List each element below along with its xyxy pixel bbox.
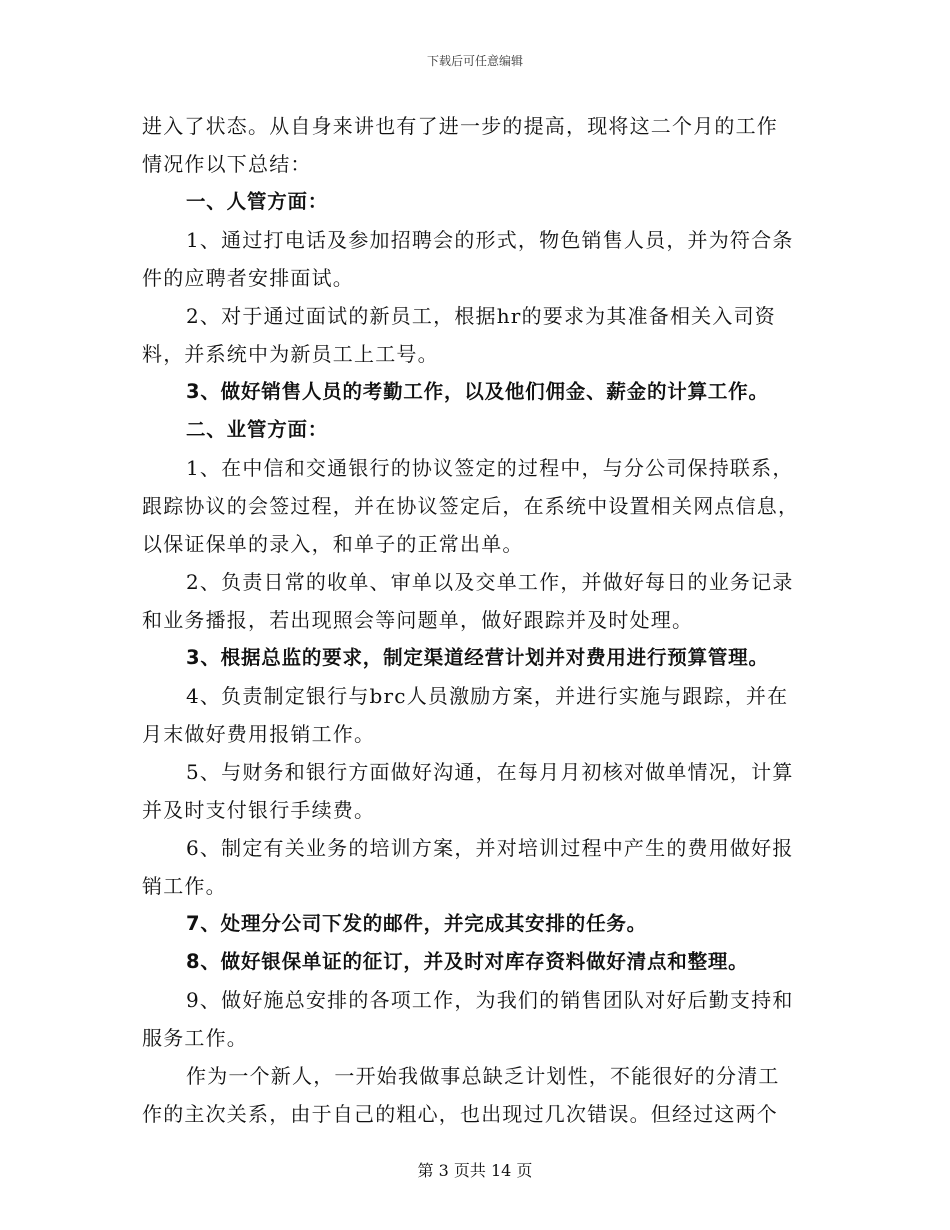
paragraph-line: 料，并系统中为新员工上工号。 <box>142 342 439 366</box>
page-header: 下载后可任意编辑 <box>426 54 523 68</box>
paragraph-line: 2、负责日常的收单、审单以及交单工作，并做好每日的业务记录 <box>186 570 794 594</box>
paragraph-line: 1、通过打电话及参加招聘会的形式，物色销售人员，并为符合条 <box>186 228 794 252</box>
paragraph-line: 5、与财务和银行方面做好沟通，在每月月初核对做单情况，计算 <box>186 760 794 784</box>
paragraph-line: 进入了状态。从自身来讲也有了进一步的提高，现将这二个月的工作 <box>142 114 778 138</box>
paragraph-line: 并及时支付银行手续费。 <box>142 798 376 822</box>
paragraph-line: 作为一个新人，一开始我做事总缺乏计划性，不能很好的分清工 <box>186 1064 780 1088</box>
section-heading: 一、人管方面： <box>186 190 329 213</box>
bold-item: 3、做好销售人员的考勤工作，以及他们佣金、薪金的计算工作。 <box>186 380 769 403</box>
paragraph-line: 4、负责制定银行与brc人员激励方案，并进行实施与跟踪，并在 <box>186 684 789 708</box>
paragraph-line: 月末做好费用报销工作。 <box>142 722 376 746</box>
paragraph-line: 9、做好施总安排的各项工作，为我们的销售团队对好后勤支持和 <box>186 988 794 1012</box>
paragraph-line: 销工作。 <box>142 874 227 898</box>
paragraph-line: 件的应聘者安排面试。 <box>142 266 354 290</box>
paragraph-line: 情况作以下总结： <box>142 152 312 176</box>
paragraph-line: 作的主次关系，由于自己的粗心，也出现过几次错误。但经过这两个 <box>142 1102 778 1126</box>
paragraph-line: 跟踪协议的会签过程，并在协议签定后，在系统中设置相关网点信息， <box>142 494 800 518</box>
paragraph-line: 服务工作。 <box>142 1026 248 1050</box>
bold-item: 8、做好银保单证的征订，并及时对库存资料做好清点和整理。 <box>186 950 749 973</box>
bold-item: 3、根据总监的要求，制定渠道经营计划并对费用进行预算管理。 <box>186 646 769 669</box>
paragraph-line: 2、对于通过面试的新员工，根据hr的要求为其准备相关入司资 <box>186 304 776 328</box>
paragraph-line: 6、制定有关业务的培训方案，并对培训过程中产生的费用做好报 <box>186 836 794 860</box>
paragraph-line: 和业务播报，若出现照会等问题单，做好跟踪并及时处理。 <box>142 608 694 632</box>
bold-item: 7、处理分公司下发的邮件，并完成其安排的任务。 <box>186 912 647 935</box>
page-footer: 第 3 页共 14 页 <box>417 1161 533 1180</box>
section-heading: 二、业管方面： <box>186 418 329 441</box>
paragraph-line: 1、在中信和交通银行的协议签定的过程中，与分公司保持联系， <box>186 456 794 480</box>
paragraph-line: 以保证保单的录入，和单子的正常出单。 <box>142 532 524 556</box>
